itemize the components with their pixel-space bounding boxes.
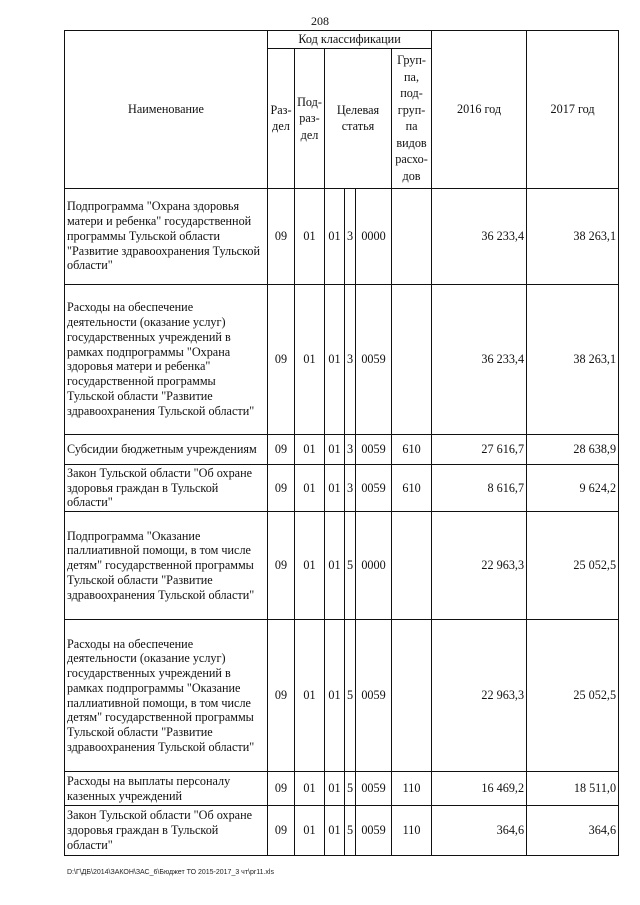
header-subsection: Под- раз- дел xyxy=(295,48,325,188)
row-amount-2016: 27 616,7 xyxy=(432,434,527,464)
row-target-article-program: 01 xyxy=(325,512,345,620)
row-name: Подпрограмма "Оказание паллиативной помощи, в том числе детям" государственной программы Тульской области "Развитие здравоохранения Тульской области" xyxy=(65,512,268,620)
row-subsection: 01 xyxy=(295,464,325,511)
row-target-article-direction: 0000 xyxy=(356,512,392,620)
row-target-article-program: 01 xyxy=(325,464,345,511)
row-target-article-subprogram: 5 xyxy=(345,772,356,806)
row-name: Закон Тульской области "Об охране здоровья граждан в Тульской области" xyxy=(65,464,268,511)
header-section: Раз- дел xyxy=(268,48,295,188)
row-section: 09 xyxy=(268,464,295,511)
row-target-article-direction: 0059 xyxy=(356,772,392,806)
row-expense-group xyxy=(392,620,432,772)
table-row xyxy=(65,434,619,464)
row-target-article-program: 01 xyxy=(325,620,345,772)
page-number: 208 xyxy=(311,14,329,28)
header-expense-group: Груп- па, под- груп- па видов расхо- дов xyxy=(392,48,432,188)
row-amount-2017: 364,6 xyxy=(527,806,619,856)
table-row xyxy=(65,806,619,856)
row-section: 09 xyxy=(268,620,295,772)
row-name: Расходы на выплаты персоналу казенных учреждений xyxy=(65,772,268,806)
row-target-article-direction: 0059 xyxy=(356,620,392,772)
row-amount-2017: 38 263,1 xyxy=(527,188,619,284)
table-row xyxy=(65,188,619,284)
row-target-article-subprogram: 5 xyxy=(345,806,356,856)
row-amount-2017: 25 052,5 xyxy=(527,620,619,772)
header-target-article: Целевая статья xyxy=(325,48,392,188)
table-row xyxy=(65,464,619,511)
row-expense-group xyxy=(392,512,432,620)
row-amount-2017: 38 263,1 xyxy=(527,284,619,434)
row-expense-group: 110 xyxy=(392,806,432,856)
file-path-footer: D:\Г\ДБ\2014\ЗАКОН\ЗАС_6\Бюджет ТО 2015-2017_3 чт\pr11.xls xyxy=(67,869,274,876)
row-amount-2016: 8 616,7 xyxy=(432,464,527,511)
row-target-article-direction: 0000 xyxy=(356,188,392,284)
row-section: 09 xyxy=(268,512,295,620)
row-target-article-direction: 0059 xyxy=(356,434,392,464)
row-name: Расходы на обеспечение деятельности (оказание услуг) государственных учреждений в рамках подпрограммы "Оказание паллиативной помощи, в том числе детям" государственной программы Тульской области "Развитие здравоохранения Тульской области" xyxy=(65,620,268,772)
row-amount-2016: 36 233,4 xyxy=(432,188,527,284)
row-subsection: 01 xyxy=(295,434,325,464)
row-section: 09 xyxy=(268,772,295,806)
row-target-article-subprogram: 3 xyxy=(345,284,356,434)
row-subsection: 01 xyxy=(295,620,325,772)
row-amount-2016: 22 963,3 xyxy=(432,620,527,772)
row-target-article-program: 01 xyxy=(325,284,345,434)
row-target-article-program: 01 xyxy=(325,772,345,806)
row-target-article-program: 01 xyxy=(325,434,345,464)
row-section: 09 xyxy=(268,284,295,434)
row-amount-2016: 36 233,4 xyxy=(432,284,527,434)
row-expense-group: 110 xyxy=(392,772,432,806)
row-amount-2016: 16 469,2 xyxy=(432,772,527,806)
row-section: 09 xyxy=(268,188,295,284)
row-target-article-program: 01 xyxy=(325,188,345,284)
row-target-article-program: 01 xyxy=(325,806,345,856)
row-target-article-direction: 0059 xyxy=(356,284,392,434)
row-name: Подпрограмма "Охрана здоровья матери и ребенка" государственной программы Тульской области "Развитие здравоохранения Тульской области" xyxy=(65,188,268,284)
row-section: 09 xyxy=(268,806,295,856)
header-2016: 2016 год xyxy=(432,31,527,189)
row-subsection: 01 xyxy=(295,284,325,434)
row-amount-2016: 364,6 xyxy=(432,806,527,856)
row-expense-group: 610 xyxy=(392,434,432,464)
row-target-article-direction: 0059 xyxy=(356,806,392,856)
row-expense-group: 610 xyxy=(392,464,432,511)
budget-table xyxy=(64,30,619,856)
row-subsection: 01 xyxy=(295,772,325,806)
row-name: Субсидии бюджетным учреждениям xyxy=(65,434,268,464)
row-section: 09 xyxy=(268,434,295,464)
row-target-article-subprogram: 5 xyxy=(345,620,356,772)
row-name: Закон Тульской области "Об охране здоровья граждан в Тульской области" xyxy=(65,806,268,856)
row-amount-2017: 25 052,5 xyxy=(527,512,619,620)
row-target-article-subprogram: 3 xyxy=(345,434,356,464)
table-row xyxy=(65,512,619,620)
row-amount-2017: 9 624,2 xyxy=(527,464,619,511)
row-target-article-subprogram: 5 xyxy=(345,512,356,620)
row-expense-group xyxy=(392,188,432,284)
row-target-article-subprogram: 3 xyxy=(345,188,356,284)
row-expense-group xyxy=(392,284,432,434)
row-subsection: 01 xyxy=(295,512,325,620)
table-row xyxy=(65,772,619,806)
row-amount-2016: 22 963,3 xyxy=(432,512,527,620)
header-code-classification: Код классификации xyxy=(268,31,432,49)
row-target-article-subprogram: 3 xyxy=(345,464,356,511)
row-subsection: 01 xyxy=(295,806,325,856)
row-name: Расходы на обеспечение деятельности (оказание услуг) государственных учреждений в рамках подпрограммы "Охрана здоровья матери и ребенка" государственной программы Тульской области "Развитие здравоохранения Тульской области" xyxy=(65,284,268,434)
header-2017: 2017 год xyxy=(527,31,619,189)
table-row xyxy=(65,284,619,434)
row-target-article-direction: 0059 xyxy=(356,464,392,511)
table-row xyxy=(65,620,619,772)
row-amount-2017: 18 511,0 xyxy=(527,772,619,806)
row-subsection: 01 xyxy=(295,188,325,284)
row-amount-2017: 28 638,9 xyxy=(527,434,619,464)
header-name: Наименование xyxy=(65,31,268,189)
